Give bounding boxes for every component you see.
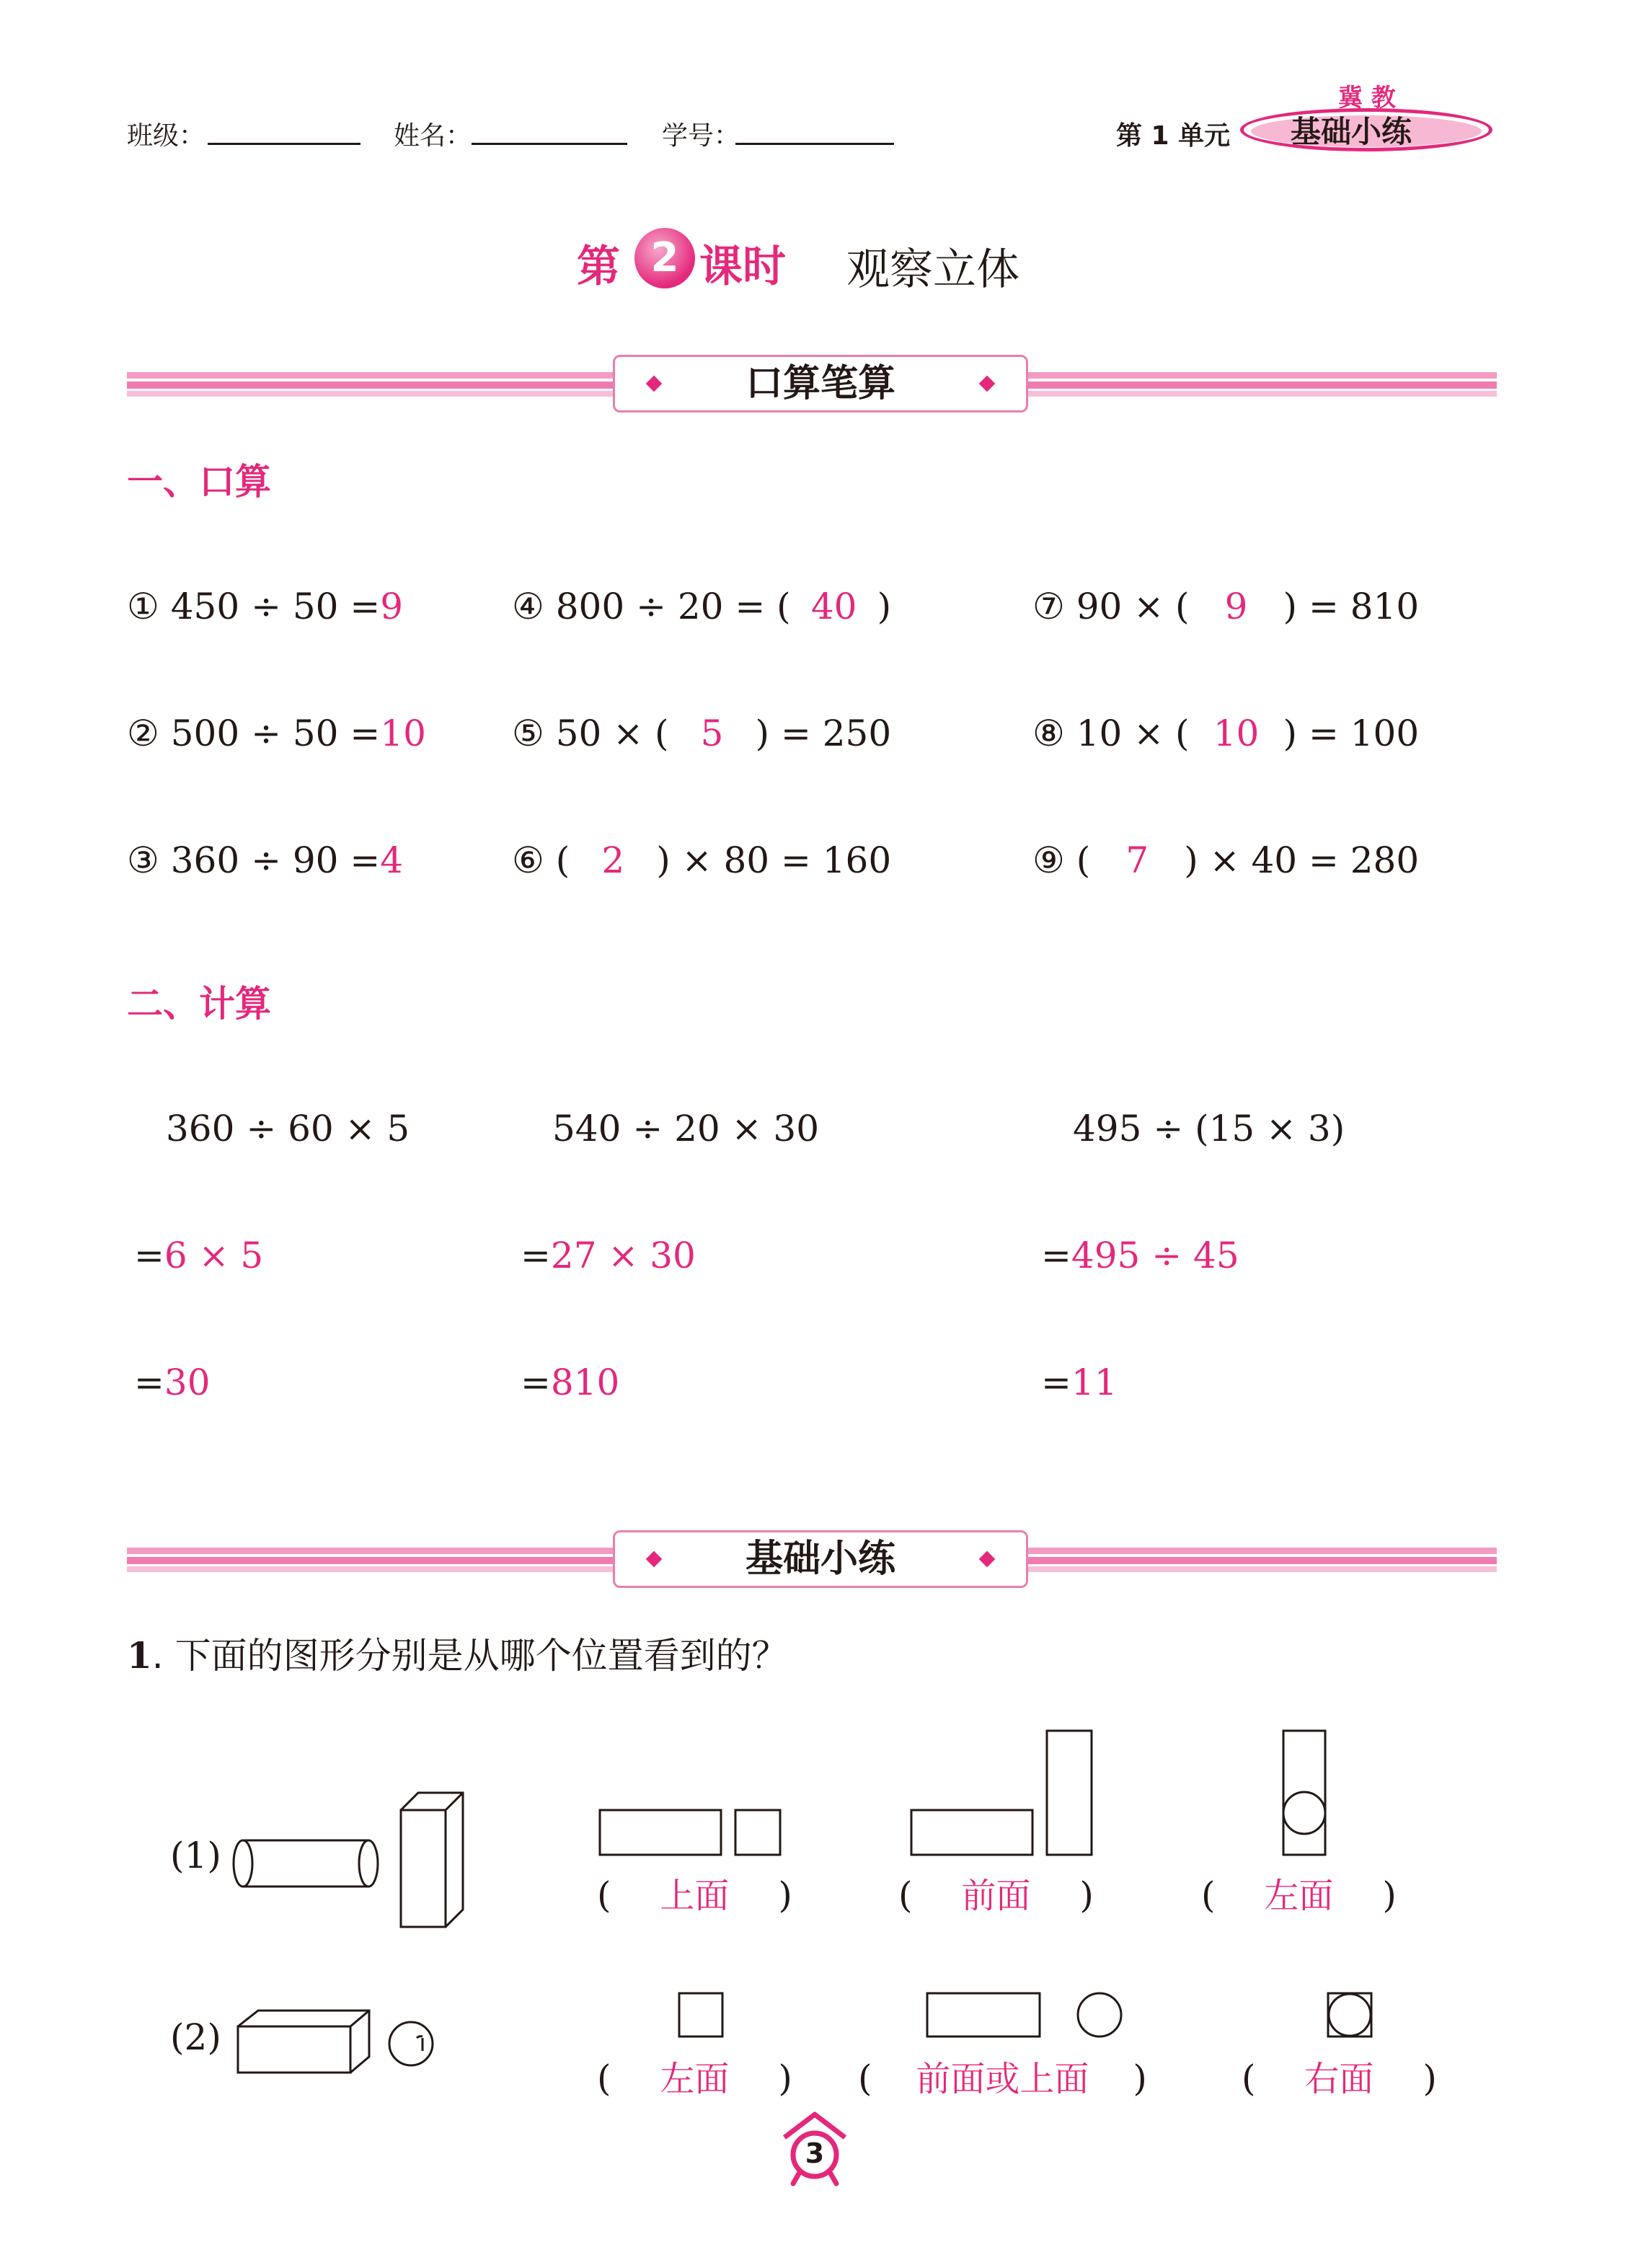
item-number: ⑤ (512, 712, 544, 754)
unit-label: 第 1 单元 (1116, 121, 1231, 151)
item-answer: 5 (700, 712, 724, 754)
item-answer: 9 (1224, 586, 1248, 627)
item-answer: 9 (380, 586, 404, 627)
view-answer: 前面 (961, 1876, 1031, 1916)
item-answer: 4 (380, 839, 404, 881)
equals-sign: = (134, 1235, 164, 1276)
item-answer: 10 (380, 712, 426, 754)
item-number: ④ (512, 586, 544, 627)
answer-paren-2 (898, 1868, 1094, 1918)
view-left-figure (1283, 1731, 1325, 1855)
calc-step-value: 27 × 30 (550, 1235, 696, 1276)
lesson-number-badge: 2 (634, 228, 695, 288)
item-expression-tail: ) × 80 = 160 (656, 839, 892, 881)
item-expression: ( (555, 839, 570, 881)
tall-cuboid-figure (401, 1793, 463, 1927)
item-expression-tail: ) × 40 = 280 (1184, 839, 1420, 881)
equals-sign: = (1041, 1235, 1071, 1276)
paren-close: ) (778, 2057, 792, 2099)
view-answer: 前面或上面 (916, 2059, 1089, 2099)
item-expression: 450 ÷ 50 = (170, 586, 381, 627)
question-text: . 下面的图形分别是从哪个位置看到的？ (151, 1635, 788, 1677)
item-expression: 90 × ( (1076, 586, 1190, 627)
item-answer: 2 (601, 839, 625, 881)
calc-expression: 495 ÷ (15 × 3) (1073, 1108, 1345, 1150)
calc-result-value: 11 (1071, 1362, 1118, 1403)
view-front-figure (911, 1731, 1092, 1855)
item-expression: 800 ÷ 20 = ( (555, 586, 791, 627)
calc-expression: 540 ÷ 20 × 30 (552, 1108, 820, 1150)
sphere-figure (389, 2022, 433, 2065)
item-expression-tail: ) = 250 (755, 712, 892, 754)
answer-paren-3 (1201, 1868, 1397, 1918)
item-answer: 7 (1125, 839, 1149, 881)
paren-open: ( (1242, 2057, 1256, 2099)
item-number: ⑦ (1032, 586, 1065, 627)
item-number: ⑨ (1032, 839, 1065, 881)
calc-step-value: 495 ÷ 45 (1071, 1235, 1239, 1276)
equals-sign: = (1041, 1362, 1071, 1403)
series-logo-text: 基础小练 (1291, 114, 1412, 149)
paren-open: ( (898, 1874, 913, 1916)
page-number: 3 (805, 2137, 825, 2169)
paren-close: ) (778, 1874, 792, 1916)
item-expression: ( (1076, 839, 1091, 881)
item-number: ⑧ (1032, 712, 1065, 754)
item-expression-tail: ) (877, 586, 892, 627)
answer-paren-5 (858, 2051, 1147, 2101)
paren-close: ) (1133, 2057, 1147, 2099)
section-title: 口算笔算 (745, 362, 895, 405)
item-expression: 50 × ( (555, 712, 669, 754)
flat-cuboid-figure (238, 2011, 369, 2073)
view-answer: 左面 (1264, 1876, 1334, 1916)
item-expression-tail: ) = 100 (1283, 712, 1420, 754)
paren-open: ( (597, 2057, 611, 2099)
equals-sign: = (521, 1362, 551, 1403)
answer-paren-1 (597, 1868, 792, 1918)
item-number: ② (127, 712, 159, 754)
paren-close: ) (1079, 1874, 1094, 1916)
item-number: ① (127, 586, 159, 627)
equals-sign: = (134, 1362, 164, 1403)
item-number: ③ (127, 839, 159, 881)
view-answer: 左面 (660, 2059, 730, 2099)
paren-open: ( (858, 2057, 872, 2099)
question-title-calc: 二、计算 (127, 983, 271, 1025)
item-expression-tail: ) = 810 (1283, 586, 1420, 627)
row-label: (2) (170, 2016, 221, 2058)
item-answer: 40 (810, 586, 857, 627)
view-answer: 上面 (660, 1876, 730, 1916)
view-right-figure (1328, 1993, 1371, 2037)
paren-close: ) (1382, 1874, 1397, 1916)
item-expression: 10 × ( (1076, 712, 1190, 754)
number-label: 学号： (662, 121, 740, 151)
paren-open: ( (597, 1874, 611, 1916)
calc-expression: 360 ÷ 60 × 5 (166, 1108, 410, 1150)
question-title-oral: 一、口算 (127, 461, 271, 503)
row-label: (1) (170, 1835, 221, 1876)
view-left-figure (679, 1993, 722, 2037)
calc-step-value: 6 × 5 (164, 1235, 264, 1276)
item-expression: 360 ÷ 90 = (170, 839, 381, 881)
cylinder-figure (234, 1840, 378, 1887)
view-top-figure (600, 1810, 780, 1855)
question-number: 1 (127, 1634, 152, 1677)
publisher-label: 冀 教 (1338, 84, 1396, 112)
calc-result-value: 30 (164, 1362, 211, 1403)
view-answer: 右面 (1304, 2059, 1374, 2099)
answer-paren-6 (1242, 2051, 1437, 2101)
calc-result-value: 810 (550, 1362, 620, 1403)
lesson-prefix: 第 (577, 242, 620, 292)
equals-sign: = (521, 1235, 551, 1276)
paren-open: ( (1201, 1874, 1216, 1916)
item-answer: 10 (1213, 712, 1260, 754)
item-number: ⑥ (512, 839, 544, 881)
view-front-or-top-figure (927, 1993, 1121, 2037)
lesson-title: 观察立体 (846, 244, 1019, 295)
name-label: 姓名： (394, 121, 472, 151)
paren-close: ) (1423, 2057, 1437, 2099)
class-label: 班级： (127, 121, 205, 151)
lesson-suffix: 课时 (699, 242, 786, 292)
answer-paren-4 (597, 2051, 792, 2101)
item-expression: 500 ÷ 50 = (170, 712, 381, 754)
section-title: 基础小练 (745, 1537, 895, 1581)
